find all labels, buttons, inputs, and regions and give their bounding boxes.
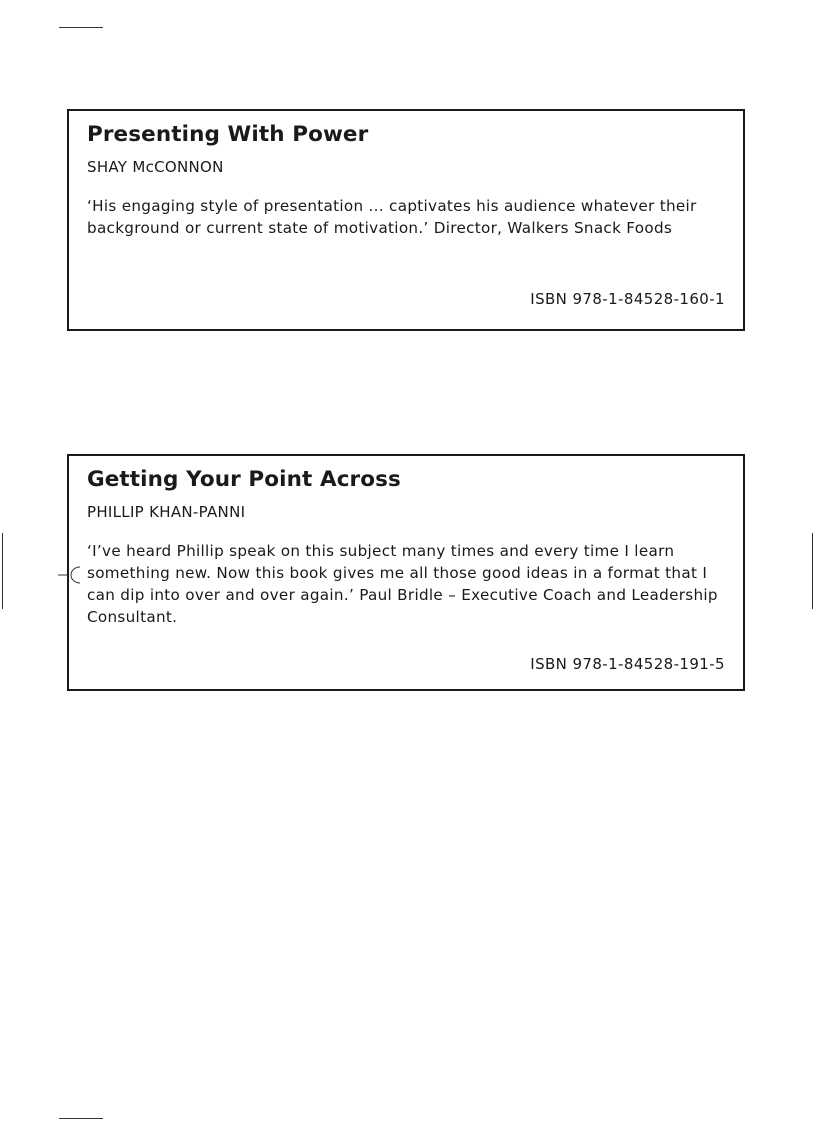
book-isbn: ISBN 978-1-84528-160-1 [530, 290, 725, 308]
crop-mark-right [812, 533, 813, 609]
book-author: PHILLIP KHAN-PANNI [87, 503, 246, 521]
book-author: SHAY McCONNON [87, 158, 224, 176]
crop-mark-top [59, 27, 103, 28]
book-quote: ‘His engaging style of presentation ... captivates his audience whatever their background or current state of motivation.’ Director, Walkers Snack Foods [87, 197, 697, 237]
book-card-presenting-with-power [67, 109, 745, 331]
crop-mark-bottom [59, 1118, 103, 1119]
book-title: Getting Your Point Across [87, 467, 401, 492]
book-quote: ‘I’ve heard Phillip speak on this subject many times and every time I learn something new. Now this book gives me all those good ideas in a format that I can dip into over and over again.’ Paul Bridle – Executive Coach and Leadership Consultant. [87, 542, 718, 626]
crop-mark-left [2, 533, 3, 609]
book-card-getting-your-point-across [67, 454, 745, 691]
book-title: Presenting With Power [87, 122, 369, 147]
book-isbn: ISBN 978-1-84528-191-5 [530, 655, 725, 673]
